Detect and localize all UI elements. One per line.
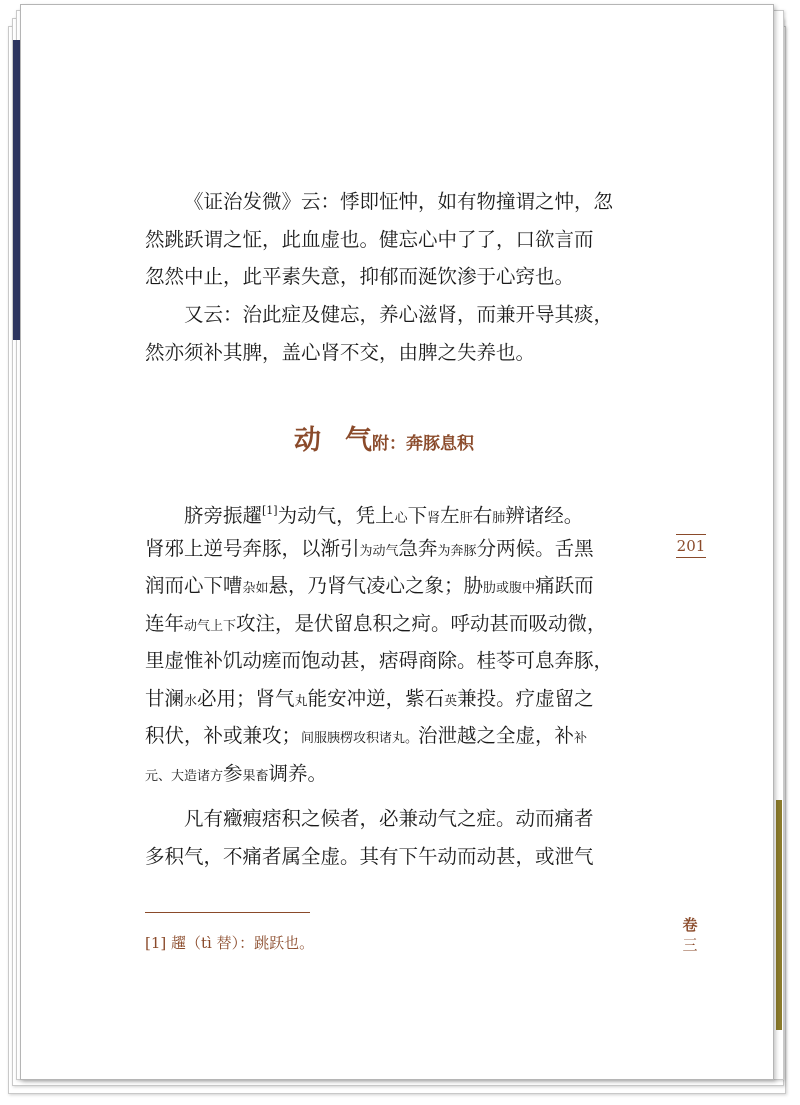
book-edge-gold	[776, 800, 782, 1030]
inline-note: 肾	[427, 511, 441, 526]
text-line: 又云：治此症及健忘，养心滋肾，而兼开导其痰，	[184, 303, 614, 326]
inline-note: 果畜	[242, 768, 269, 784]
inline-note: 补	[574, 731, 588, 746]
page-number: 201	[676, 534, 706, 558]
inline-note: 杂如	[242, 581, 269, 596]
verse-text: 悬，乃肾气凌心之象；胁	[268, 574, 484, 597]
heading-subtitle: 附：奔豚息积	[372, 434, 474, 454]
verse-text: 治泄越之全虚，补	[418, 724, 575, 747]
verse-line	[145, 755, 650, 793]
inline-note: 肝	[459, 511, 473, 526]
verse-text: 里虚惟补饥动瘥而饱动甚，痞碍商除。桂苓可息奔豚，	[145, 649, 614, 672]
inline-note: 丸	[294, 693, 308, 709]
inline-note: 动气上下	[184, 618, 237, 634]
inline-note: 为动气	[359, 543, 399, 559]
text-line: 《证治发微》云：悸即怔忡，如有物撞谓之忡，忽	[184, 190, 614, 213]
verse-text: 兼投。疗虚留之	[457, 686, 594, 710]
verse-text: 攻注，是伏留息积之疴。呼动甚而吸动微，	[236, 611, 607, 635]
verse-line	[145, 680, 650, 718]
verse-text: 润而心下嘈	[145, 574, 243, 597]
inline-note: 心	[394, 511, 408, 526]
verse-text: 辨诸经。	[505, 504, 584, 527]
paragraph-youyun	[145, 296, 650, 371]
verse-text: 下	[407, 504, 428, 527]
text-line: 然亦须补其脾，盖心肾不交，由脾之失养也。	[145, 340, 536, 364]
verse-text: 为动气，凭上	[277, 504, 395, 527]
heading-char-2: 气	[345, 425, 372, 456]
verse-text: 必用；肾气	[197, 686, 295, 710]
volume-marker	[680, 915, 700, 955]
verse-line	[145, 530, 650, 568]
text-line: 忽然中止，此平素失意，抑郁而涎饮渗于心窍也。	[145, 265, 575, 288]
verse-line	[145, 717, 650, 755]
paragraph-zhengzhi	[145, 183, 650, 296]
verse-line	[145, 642, 650, 680]
footnote-divider	[145, 912, 310, 913]
verse-text: 分两候。舌黑	[476, 536, 594, 560]
text-line: 然跳跃谓之怔，此血虚也。健忘心中了了，口欲言而	[145, 227, 594, 251]
verse-text: 肾邪上逆号奔豚，以渐引	[145, 536, 360, 560]
volume-char: 三	[682, 936, 698, 954]
verse-line	[145, 492, 650, 530]
verse-line	[145, 605, 650, 643]
verse-text: 脐旁振趯	[184, 504, 263, 527]
text-line: 多积气，不痛者属全虚。其有下午动而动甚，或泄气	[145, 844, 594, 868]
volume-char: 卷	[682, 916, 698, 934]
verse-text: 参	[223, 761, 243, 785]
verse-text: 痛跃而	[535, 574, 594, 597]
paragraph-zhengjia	[145, 800, 650, 875]
footnote: [1] 趯（tì 替）：跳跃也。	[145, 934, 315, 952]
text-line: 凡有癥瘕痞积之候者，必兼动气之症。动而痛者	[184, 807, 594, 830]
verse-text: 急奔	[398, 536, 438, 560]
verse-text: 连年	[145, 611, 185, 635]
verse-text: 积伏，补或兼攻；	[145, 724, 302, 747]
footnote-reference[interactable]: [1]	[262, 504, 278, 517]
verse-text: 甘澜	[145, 686, 185, 710]
verse-text: 右	[472, 504, 493, 527]
verse-text: 能安冲逆，紫石	[307, 686, 445, 710]
heading-char-1: 动	[294, 425, 345, 456]
section-heading	[294, 418, 474, 457]
inline-note: 英	[444, 693, 458, 709]
inline-note: 肋或腹中	[483, 581, 536, 596]
inline-note: 肺	[492, 511, 506, 526]
verse-text: 左	[440, 504, 460, 527]
verse-block	[145, 492, 650, 792]
inline-note: 水	[184, 693, 198, 709]
inline-note: 间服胰楞攻积诸丸。	[301, 731, 419, 746]
inline-note: 为奔豚	[437, 543, 477, 559]
inline-note: 元、大造诸方	[145, 768, 224, 784]
verse-text: 调养。	[268, 761, 328, 785]
verse-line	[145, 567, 650, 605]
